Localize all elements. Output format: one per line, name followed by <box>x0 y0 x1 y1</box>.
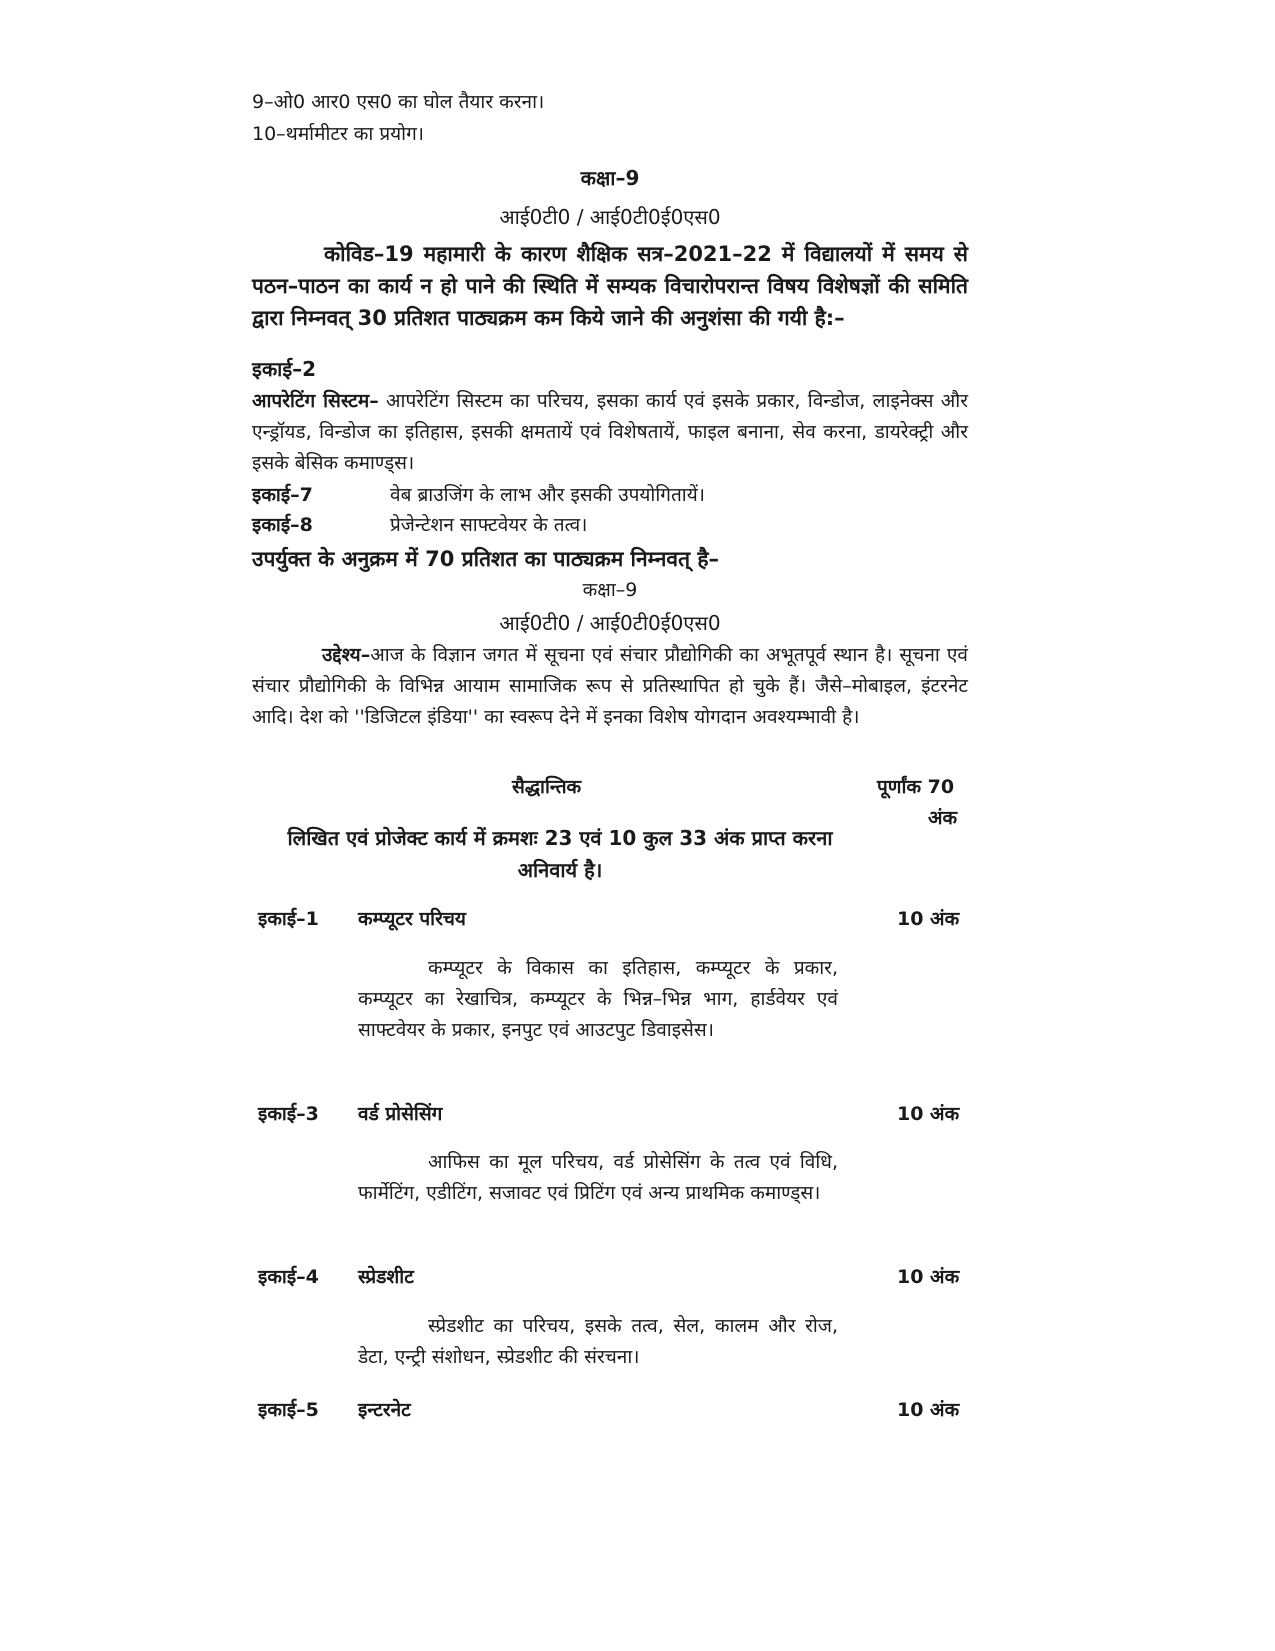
theory-label: सैद्धान्तिक <box>512 776 582 798</box>
unit-4-marks: 10 अंक <box>897 1266 960 1288</box>
unit-3-marks: 10 अंक <box>897 1103 960 1125</box>
unit-3-label: इकाई–3 <box>258 1103 319 1125</box>
os-term: आपरेटिंग सिस्टम– <box>252 390 379 412</box>
unit-4-description: स्प्रेडशीट का परिचय, इसके तत्व, सेल, कालम और रोज, डेटा, एन्ट्री संशोधन, स्प्रेडशीट की संरचना। <box>358 1315 838 1368</box>
unit-4-title: स्प्रेडशीट <box>358 1266 414 1288</box>
subject-heading-2: आई0टी0 / आई0टी0ई0एस0 <box>499 611 721 635</box>
objective-paragraph <box>252 640 968 733</box>
os-text: आपरेटिंग सिस्टम का परिचय, इसका कार्य एवं इसके प्रकार, विन्डोज, लाइनेक्स और एन्ड्रॉयड, विन्डोज का इतिहास, इसकी क्षमतायें एवं विशेषतायें, फाइल बनाना, सेव करना, डायरेक्ट्री और इसके बेसिक कमाण्ड्स। <box>252 390 968 474</box>
unit-1-title: कम्प्यूटर परिचय <box>358 908 466 930</box>
unit-5-title: इन्टरनेट <box>358 1399 411 1421</box>
class-heading: कक्षा–9 <box>580 166 640 190</box>
unit-5-marks: 10 अंक <box>897 1399 960 1421</box>
syllabus-intro-heading: उपर्युक्त के अनुक्रम में 70 प्रतिशत का पाठ्यक्रम निम्नवत् है– <box>252 547 719 571</box>
unit-1-description: कम्प्यूटर के विकास का इतिहास, कम्प्यूटर के प्रकार, कम्प्यूटर का रेखाचित्र, कम्प्यूटर के भिन्न–भिन्न भाग, हार्डवेयर एवं साफ्टवेयर के प्रकार, इनपुट एवं आउटपुट डिवाइसेस। <box>358 957 838 1041</box>
unit-3-description: आफिस का मूल परिचय, वर्ड प्रोसेसिंग के तत्व एवं विधि, फार्मेटिंग, एडीटिंग, सजावट एवं प्रिटिंग एवं अन्य प्राथमिक कमाण्ड्स। <box>358 1151 838 1204</box>
unit-3-title: वर्ड प्रोसेसिंग <box>358 1103 443 1125</box>
unit-2-heading: इकाई–2 <box>252 357 317 381</box>
os-paragraph <box>252 386 968 479</box>
unit-1-marks: 10 अंक <box>897 908 960 930</box>
unit-4-label: इकाई–4 <box>258 1266 319 1288</box>
full-marks-unit: अंक <box>928 807 958 829</box>
subject-heading: आई0टी0 / आई0टी0ई0एस0 <box>499 205 721 229</box>
list-item-9: 9–ओ0 आर0 एस0 का घोल तैयार करना। <box>252 91 545 113</box>
unit-1-label: इकाई–1 <box>258 908 319 930</box>
unit-5-label: इकाई–5 <box>258 1399 319 1421</box>
covid-reduction-paragraph: कोविड–19 महामारी के कारण शैक्षिक सत्र–2021–22 में विद्यालयों में समय से पठन–पाठन का कार्य न हो पाने की स्थिति में सम्यक विचारोपरान्त विषय विशेषज्ञों की समिति द्वारा निम्नवत् 30 प्रतिशत पाठ्यक्रम कम किये जाने की अनुशंसा की गयी है:– <box>252 242 968 330</box>
class-heading-2: कक्षा–9 <box>582 579 638 601</box>
full-marks: पूर्णांक 70 <box>877 776 955 798</box>
unit-8-label: इकाई–8 <box>252 514 313 536</box>
objective-term: उद्देश्य– <box>322 644 371 666</box>
objective-text: आज के विज्ञान जगत में सूचना एवं संचार प्रौद्योगिकी का अभूतपूर्व स्थान है। सूचना एवं संचार प्रौद्योगिकी के विभिन्न आयाम सामाजिक रूप से प्रतिस्थापित हो चुके हैं। जैसे–मोबाइल, इंटरनेट आदि। देश को ''डिजिटल इंडिया'' का स्वरूप देने में इनका विशेष योगदान अवश्यम्भावी है। <box>252 644 968 728</box>
unit-8-text: प्रेजेन्टेशन साफ्टवेयर के तत्व। <box>390 514 588 536</box>
unit-7-label: इकाई–7 <box>252 484 313 506</box>
pass-requirement: लिखित एवं प्रोजेक्ट कार्य में क्रमशः 23 एवं 10 कुल 33 अंक प्राप्त करना अनिवार्य है। <box>287 826 833 882</box>
unit-7-text: वेब ब्राउजिंग के लाभ और इसकी उपयोगितायें। <box>390 484 705 506</box>
list-item-10: 10–थर्मामीटर का प्रयोग। <box>252 123 424 145</box>
